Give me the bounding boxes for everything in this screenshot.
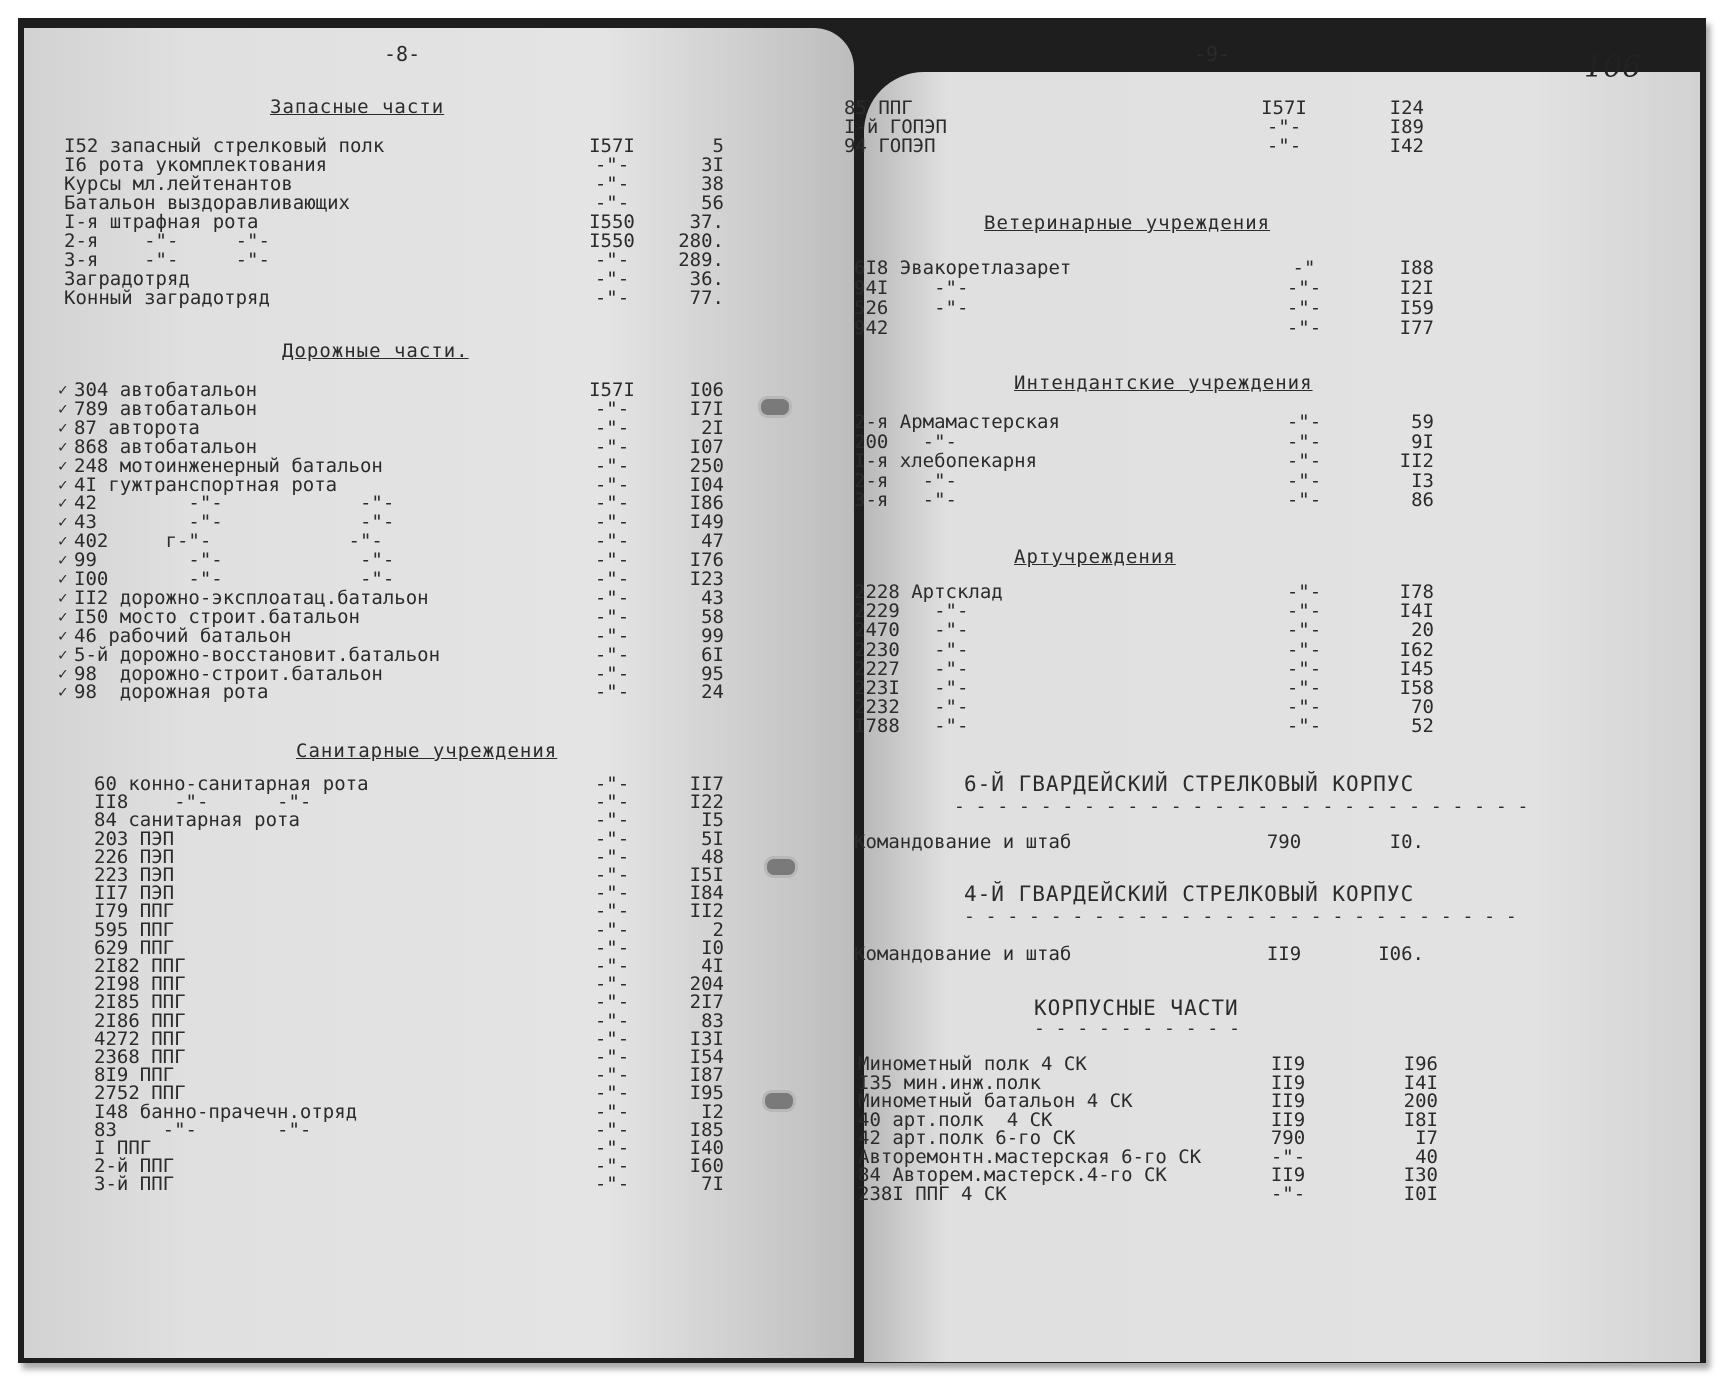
unit-code: -"-: [1286, 677, 1322, 699]
unit-code: -"-: [594, 606, 630, 628]
table-row: [94, 810, 724, 831]
unit-count: II7: [689, 773, 724, 795]
unit-name: Командование и штаб: [854, 831, 1072, 853]
unit-count: II2: [1399, 450, 1434, 472]
unit-code: -"-: [1266, 116, 1302, 138]
unit-count: 86: [1411, 489, 1434, 511]
page-number: -9-: [1194, 42, 1231, 66]
table-row: [854, 278, 1434, 299]
section-heading: Санитарные учреждения: [296, 740, 558, 762]
unit-count: 36.: [689, 268, 724, 290]
unit-code: -"-: [594, 192, 630, 214]
unit-count: I88: [1399, 257, 1434, 279]
unit-count: I5I: [689, 864, 724, 886]
unit-name: I ППГ: [94, 1137, 152, 1159]
unit-count: I5: [701, 809, 724, 831]
unit-count: I7: [1415, 1127, 1438, 1149]
unit-name: 526 -"-: [854, 297, 969, 319]
unit-count: 56: [701, 192, 724, 214]
table-row: [858, 1184, 1438, 1205]
table-row: [854, 318, 1434, 339]
unit-code: -"-: [1286, 450, 1322, 472]
table-row: [844, 136, 1424, 157]
unit-name: 84 Авторем.мастерск.4-го СК: [858, 1164, 1167, 1186]
unit-code: -"-: [594, 1028, 630, 1050]
unit-name: I52 запасный стрелковый полк: [64, 135, 385, 157]
unit-name: I50 мосто строит.батальон: [74, 606, 360, 628]
unit-count: I3: [1411, 470, 1434, 492]
unit-code: I550: [589, 211, 635, 233]
unit-code: -"-: [1286, 431, 1322, 453]
unit-count: I54: [689, 1046, 724, 1068]
unit-name: 5-й дорожно-восстановит.батальон: [74, 644, 441, 666]
unit-count: 200: [1403, 1090, 1438, 1112]
unit-code: -"-: [1286, 297, 1322, 319]
unit-count: 4I: [701, 955, 724, 977]
unit-code: -"-: [1286, 411, 1322, 433]
unit-count: I76: [689, 549, 724, 571]
unit-name: 200 -"-: [854, 431, 957, 453]
unit-count: I78: [1399, 581, 1434, 603]
unit-code: -"-: [1286, 639, 1322, 661]
unit-code: -"-: [1286, 581, 1322, 603]
unit-count: I24: [1389, 97, 1424, 119]
unit-code: -"-: [1286, 715, 1322, 737]
unit-code: -"-: [594, 1010, 630, 1032]
unit-count: 24: [701, 681, 724, 703]
unit-code: -"-: [594, 1101, 630, 1123]
unit-code: -"-: [1266, 135, 1302, 157]
unit-count: I45: [1399, 658, 1434, 680]
table-row: [854, 832, 1424, 853]
binder-ring: [758, 396, 792, 418]
unit-count: I04: [689, 474, 724, 496]
unit-code: -"-: [594, 773, 630, 795]
unit-code: -"-: [594, 287, 630, 309]
unit-code: -"-: [1286, 277, 1322, 299]
unit-count: I58: [1399, 677, 1434, 699]
corps-heading: 4-Й ГВАРДЕЙСКИЙ СТРЕЛКОВЫЙ КОРПУС: [964, 882, 1415, 906]
unit-code: -"-: [594, 1155, 630, 1177]
unit-code: 790: [1270, 1127, 1306, 1149]
unit-count: I22: [689, 791, 724, 813]
unit-code: -"-: [594, 249, 630, 271]
unit-name: 629 ППГ: [94, 937, 175, 959]
unit-count: 5: [712, 135, 724, 157]
unit-name: I48 банно-прачечн.отряд: [94, 1101, 358, 1123]
unit-count: I95: [689, 1082, 724, 1104]
unit-name: 2229 -"-: [854, 600, 969, 622]
unit-name: 2I82 ППГ: [94, 955, 186, 977]
unit-code: -"-: [594, 474, 630, 496]
check-mark: ✓: [58, 380, 68, 399]
unit-code: -"-: [594, 828, 630, 850]
unit-count: I06.: [1378, 943, 1424, 965]
unit-code: -"-: [594, 625, 630, 647]
unit-code: -"-: [594, 1064, 630, 1086]
section-heading: Запасные части: [270, 96, 445, 118]
check-mark: ✓: [58, 493, 68, 512]
unit-count: I0: [701, 937, 724, 959]
section-heading: Дорожные части.: [282, 340, 469, 362]
section-heading: Ветеринарные учреждения: [984, 212, 1271, 234]
unit-count: 83: [701, 1010, 724, 1032]
unit-count: 37.: [689, 211, 724, 233]
unit-code: -"-: [594, 644, 630, 666]
table-row: [854, 451, 1434, 472]
table-row: [854, 620, 1434, 641]
divider: - - - - - - - - - - - - - - - - - - - - - - - - - - -: [954, 796, 1529, 817]
section-heading: Интендантские учреждения: [1014, 372, 1313, 394]
unit-code: -"-: [594, 398, 630, 420]
unit-name: 43 -"- -"-: [74, 511, 395, 533]
unit-code: -"-: [594, 991, 630, 1013]
corps-heading: КОРПУСНЫЕ ЧАСТИ: [1034, 996, 1239, 1020]
unit-count: 250: [689, 455, 724, 477]
unit-code: -"-: [1286, 658, 1322, 680]
table-row: [854, 258, 1434, 279]
unit-count: I23: [689, 568, 724, 590]
unit-count: I86: [689, 492, 724, 514]
table-row: [854, 412, 1434, 433]
unit-count: I87: [689, 1064, 724, 1086]
unit-code: -"-: [594, 492, 630, 514]
unit-code: -"-: [594, 846, 630, 868]
unit-code: -"-: [1286, 317, 1322, 339]
check-mark: ✓: [58, 531, 68, 550]
unit-name: 203 ПЭП: [94, 828, 175, 850]
unit-count: I7I: [689, 398, 724, 420]
unit-count: I06: [689, 379, 724, 401]
check-mark: ✓: [58, 456, 68, 475]
unit-count: I96: [1403, 1053, 1438, 1075]
unit-code: -"-: [594, 455, 630, 477]
unit-name: Авторемонтн.мастерская 6-го СК: [858, 1146, 1202, 1168]
unit-name: 942: [854, 317, 889, 339]
unit-name: 2368 ППГ: [94, 1046, 186, 1068]
unit-code: -"-: [594, 900, 630, 922]
table-row: [854, 716, 1434, 737]
unit-count: I4I: [1399, 600, 1434, 622]
unit-count: I49: [689, 511, 724, 533]
unit-code: -"-: [594, 955, 630, 977]
unit-count: I07: [689, 436, 724, 458]
unit-count: I42: [1389, 135, 1424, 157]
unit-name: 2227 -"-: [854, 658, 969, 680]
unit-count: 289.: [678, 249, 724, 271]
table-row: [94, 1174, 724, 1195]
check-mark: ✓: [58, 682, 68, 701]
unit-code: II9: [1266, 943, 1302, 965]
unit-count: I0.: [1389, 831, 1424, 853]
unit-count: I8I: [1403, 1109, 1438, 1131]
binder-ring: [762, 1090, 796, 1112]
check-mark: ✓: [58, 437, 68, 456]
unit-name: 87 авторота: [74, 417, 200, 439]
unit-name: I00 -"- -"-: [74, 568, 395, 590]
unit-count: 48: [701, 846, 724, 868]
unit-count: 280.: [678, 230, 724, 252]
unit-count: 2I7: [689, 991, 724, 1013]
unit-name: 2I85 ППГ: [94, 991, 186, 1013]
unit-name: 6I8 Эвакоретлазарет: [854, 257, 1072, 279]
unit-name: II8 -"- -"-: [94, 791, 312, 813]
unit-count: 99: [701, 625, 724, 647]
unit-name: 4272 ППГ: [94, 1028, 186, 1050]
unit-name: Командование и штаб: [854, 943, 1072, 965]
unit-count: I40: [689, 1137, 724, 1159]
unit-name: 98 дорожно-строит.батальон: [74, 663, 383, 685]
unit-count: 77.: [689, 287, 724, 309]
unit-name: 98 дорожная рота: [74, 681, 269, 703]
unit-name: I79 ППГ: [94, 900, 175, 922]
unit-name: 2I86 ППГ: [94, 1010, 186, 1032]
left-page: [24, 28, 854, 1358]
unit-name: 94I -"-: [854, 277, 969, 299]
unit-count: 6I: [701, 644, 724, 666]
unit-count: 40: [1415, 1146, 1438, 1168]
unit-code: -"-: [594, 173, 630, 195]
unit-code: -"-: [594, 882, 630, 904]
unit-name: 4I гужтранспортная рота: [74, 474, 338, 496]
unit-code: -"-: [1286, 696, 1322, 718]
unit-code: -"-: [1270, 1183, 1306, 1205]
unit-name: II2 дорожно-эксплоатац.батальон: [74, 587, 429, 609]
unit-name: 60 конно-санитарная рота: [94, 773, 369, 795]
unit-name: II7 ПЭП: [94, 882, 175, 904]
unit-name: I-й ГОПЭП: [844, 116, 947, 138]
binder-ring: [764, 856, 798, 878]
unit-count: 59: [1411, 411, 1434, 433]
unit-count: 43: [701, 587, 724, 609]
unit-code: II9: [1270, 1072, 1306, 1094]
check-mark: ✓: [58, 607, 68, 626]
unit-code: -"-: [594, 809, 630, 831]
unit-name: 304 автобатальон: [74, 379, 258, 401]
check-mark: ✓: [58, 645, 68, 664]
unit-name: I-я штрафная рота: [64, 211, 259, 233]
unit-code: -": [1292, 257, 1316, 279]
unit-code: 790: [1266, 831, 1302, 853]
check-mark: ✓: [58, 626, 68, 645]
unit-name: 226 ПЭП: [94, 846, 175, 868]
unit-code: -"-: [1270, 1146, 1306, 1168]
unit-name: 85 ППГ: [844, 97, 913, 119]
unit-name: I788 -"-: [854, 715, 969, 737]
check-mark: ✓: [58, 475, 68, 494]
unit-name: Минометный полк 4 СК: [858, 1053, 1087, 1075]
unit-count: 58: [701, 606, 724, 628]
unit-name: I35 мин.инж.полк: [858, 1072, 1042, 1094]
unit-code: -"-: [594, 511, 630, 533]
unit-name: 8I9 ППГ: [94, 1064, 175, 1086]
table-row: [854, 490, 1434, 511]
unit-name: 3-й ППГ: [94, 1173, 175, 1195]
check-mark: ✓: [58, 418, 68, 437]
unit-count: 20: [1411, 619, 1434, 641]
unit-name: 2-я -"-: [854, 470, 957, 492]
unit-code: I57I: [1261, 97, 1307, 119]
unit-name: 84 санитарная рота: [94, 809, 300, 831]
unit-code: -"-: [1286, 489, 1322, 511]
unit-count: 38: [701, 173, 724, 195]
unit-count: 5I: [701, 828, 724, 850]
unit-count: I89: [1389, 116, 1424, 138]
unit-code: -"-: [594, 154, 630, 176]
unit-code: I57I: [589, 135, 635, 157]
unit-count: 204: [689, 973, 724, 995]
unit-count: I84: [689, 882, 724, 904]
check-mark: ✓: [58, 569, 68, 588]
unit-name: 2228 Артсклад: [854, 581, 1003, 603]
table-row: [94, 901, 724, 922]
unit-name: Минометный батальон 4 СК: [858, 1090, 1133, 1112]
unit-code: -"-: [594, 436, 630, 458]
unit-code: II9: [1270, 1109, 1306, 1131]
unit-name: 2I98 ППГ: [94, 973, 186, 995]
unit-code: -"-: [594, 530, 630, 552]
unit-count: I60: [689, 1155, 724, 1177]
unit-code: I57I: [589, 379, 635, 401]
unit-code: -"-: [594, 587, 630, 609]
unit-name: 2230 -"-: [854, 639, 969, 661]
unit-code: -"-: [594, 268, 630, 290]
unit-count: I62: [1399, 639, 1434, 661]
unit-code: -"-: [594, 681, 630, 703]
unit-code: -"-: [594, 791, 630, 813]
check-mark: ✓: [58, 512, 68, 531]
unit-code: -"-: [594, 937, 630, 959]
unit-count: 9I: [1411, 431, 1434, 453]
unit-code: II9: [1270, 1053, 1306, 1075]
unit-code: -"-: [594, 663, 630, 685]
unit-name: 3-я -"-: [854, 489, 957, 511]
divider: - - - - - - - - - - - - - - - - - - - - - - - - - -: [964, 906, 1517, 927]
unit-name: 238I ППГ 4 СК: [858, 1183, 1007, 1205]
unit-name: 2-я Армамастерская: [854, 411, 1060, 433]
table-row: [64, 288, 724, 309]
unit-name: I6 рота укомплектования: [64, 154, 328, 176]
unit-count: I0I: [1403, 1183, 1438, 1205]
unit-name: Курсы мл.лейтенантов: [64, 173, 293, 195]
unit-count: 95: [701, 663, 724, 685]
unit-name: 248 мотоинженерный батальон: [74, 455, 383, 477]
unit-count: I85: [689, 1119, 724, 1141]
unit-code: -"-: [1286, 619, 1322, 641]
unit-name: 99 -"- -"-: [74, 549, 395, 571]
unit-name: Батальон выздоравливающих: [64, 192, 350, 214]
unit-name: I-я хлебопекарня: [854, 450, 1038, 472]
unit-name: Заградотряд: [64, 268, 190, 290]
unit-count: 7I: [701, 1173, 724, 1195]
unit-count: 2: [712, 919, 724, 941]
unit-name: 83 -"- -"-: [94, 1119, 312, 1141]
unit-code: -"-: [1286, 600, 1322, 622]
unit-code: II9: [1270, 1164, 1306, 1186]
right-page: [844, 42, 1700, 1362]
unit-code: -"-: [594, 864, 630, 886]
unit-code: -"-: [594, 973, 630, 995]
check-mark: ✓: [58, 399, 68, 418]
unit-count: I77: [1399, 317, 1434, 339]
unit-name: 223I -"-: [854, 677, 969, 699]
unit-code: -"-: [594, 1046, 630, 1068]
unit-name: 2752 ППГ: [94, 1082, 186, 1104]
unit-name: 2470 -"-: [854, 619, 969, 641]
unit-count: I2: [701, 1101, 724, 1123]
table-row: [74, 682, 724, 703]
table-row: [854, 298, 1434, 319]
unit-count: II2: [689, 900, 724, 922]
unit-count: I4I: [1403, 1072, 1438, 1094]
unit-name: 40 арт.полк 4 СК: [858, 1109, 1053, 1131]
unit-name: 223 ПЭП: [94, 864, 175, 886]
unit-code: II9: [1270, 1090, 1306, 1112]
open-ledger-spread: [18, 18, 1706, 1363]
unit-code: -"-: [594, 919, 630, 941]
divider: - - - - - - - - - -: [1034, 1018, 1240, 1039]
unit-name: 42 арт.полк 6-го СК: [858, 1127, 1076, 1149]
unit-name: 868 автобатальон: [74, 436, 258, 458]
unit-name: 595 ППГ: [94, 919, 175, 941]
unit-name: 402 г-"- -"-: [74, 530, 383, 552]
unit-count: I2I: [1399, 277, 1434, 299]
unit-code: I550: [589, 230, 635, 252]
archive-sheet-number: 106: [1584, 50, 1642, 85]
unit-name: 94 ГОПЭП: [844, 135, 936, 157]
unit-name: 789 автобатальон: [74, 398, 258, 420]
corps-heading: 6-Й ГВАРДЕЙСКИЙ СТРЕЛКОВЫЙ КОРПУС: [964, 772, 1415, 796]
unit-code: -"-: [594, 1119, 630, 1141]
check-mark: ✓: [58, 588, 68, 607]
page-number: -8-: [384, 42, 421, 66]
unit-count: I3I: [689, 1028, 724, 1050]
unit-name: 3-я -"- -"-: [64, 249, 270, 271]
unit-code: -"-: [594, 549, 630, 571]
unit-name: 2232 -"-: [854, 696, 969, 718]
unit-count: 2I: [701, 417, 724, 439]
unit-count: I59: [1399, 297, 1434, 319]
unit-name: 2-й ППГ: [94, 1155, 175, 1177]
unit-code: -"-: [594, 1173, 630, 1195]
table-row: [94, 992, 724, 1013]
unit-count: 52: [1411, 715, 1434, 737]
unit-name: Конный заградотряд: [64, 287, 270, 309]
unit-code: -"-: [594, 1082, 630, 1104]
unit-name: 2-я -"- -"-: [64, 230, 270, 252]
check-mark: ✓: [58, 550, 68, 569]
table-row: [854, 944, 1424, 965]
unit-code: -"-: [1286, 470, 1322, 492]
unit-count: 3I: [701, 154, 724, 176]
check-mark: ✓: [58, 664, 68, 683]
section-heading: Артучреждения: [1014, 546, 1176, 568]
unit-code: -"-: [594, 417, 630, 439]
unit-count: 47: [701, 530, 724, 552]
unit-name: 42 -"- -"-: [74, 492, 395, 514]
unit-name: 46 рабочий батальон: [74, 625, 292, 647]
unit-count: I30: [1403, 1164, 1438, 1186]
unit-count: 70: [1411, 696, 1434, 718]
unit-code: -"-: [594, 1137, 630, 1159]
unit-code: -"-: [594, 568, 630, 590]
